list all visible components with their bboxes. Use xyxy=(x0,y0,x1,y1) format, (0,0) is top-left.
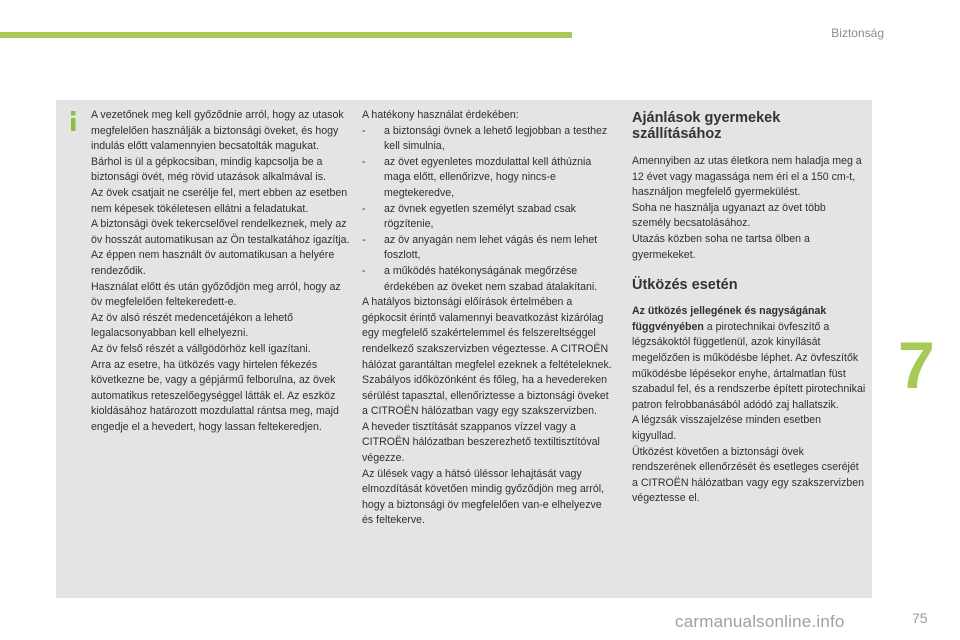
list-item xyxy=(362,124,612,155)
section-label: Biztonság xyxy=(831,26,884,40)
list-item xyxy=(362,264,612,295)
paragraph: Szabályos időközönként és főleg, ha a hevedereken sérülést tapasztal, ellenőriztesse a biztonsági öveket a CITROËN hálózatban vagy egy szakszervizben. xyxy=(362,374,609,418)
paragraph: Az öv alsó részét medencetájékon a lehető legalacsonyabban kell elhelyezni. xyxy=(91,311,293,340)
heading-child-transport: Ajánlások gyermekek szállításához xyxy=(632,110,781,142)
bullet-dash: - xyxy=(362,202,366,215)
info-icon xyxy=(64,110,82,132)
page-number: 75 xyxy=(912,610,928,626)
column-right xyxy=(632,108,866,507)
paragraph: A biztonsági övek tekercselővel rendelkeznek, mely az öv hosszát automatikusan az Ön testalkatához igazítja. Az éppen nem használt öv automatikusan a helyére rendeződik. xyxy=(91,218,350,277)
paragraph: Az ülések vagy a hátsó üléssor lehajtását vagy elmozdítását követően mindig győződjön meg arról, hogy a biztonsági öv megfelelően van-e elhelyezve és feltekerve. xyxy=(362,467,605,527)
paragraph: Arra az esetre, ha ütközés vagy hirtelen fékezés következne be, vagy a gépjármű felborulna, az övek automatikus reteszelőegységgel látták el. Az eszköz kioldásához határozott mozdulattal rántsa meg, majd engedje el a hevedert, hogy lassan feltekeredjen. xyxy=(91,358,339,433)
bullet-dash: - xyxy=(362,264,366,277)
bullet-dash: - xyxy=(362,155,366,168)
paragraph: Használat előtt és után győződjön meg arról, hogy az öv megfelelően feltekeredett-e. xyxy=(91,280,341,309)
bullet-dash: - xyxy=(362,233,366,246)
column-middle xyxy=(362,108,612,529)
list-item-text: a működés hatékonyságának megőrzése érdekében az öveket nem szabad átalakítani. xyxy=(384,264,598,293)
header-accent-bar xyxy=(0,32,572,38)
intro-text: A hatékony használat érdekében: xyxy=(362,109,519,121)
list-item xyxy=(362,233,612,264)
bold-lead: Az ütközés jellegének és nagyságának függvényében xyxy=(632,305,827,333)
heading-collision: Ütközés esetén xyxy=(632,277,738,294)
watermark: carmanualsonline.info xyxy=(675,612,845,631)
list-item-text: az övet egyenletes mozdulattal kell áthúznia maga előtt, ellenőrizve, hogy nincs-e megtekeredve, xyxy=(384,155,592,199)
paragraph: Az öv felső részét a vállgödörhöz kell igazítani. xyxy=(91,342,311,355)
list-item-text: a biztonsági övnek a lehető legjobban a testhez kell simulnia, xyxy=(384,124,608,153)
paragraph xyxy=(632,304,866,413)
chapter-number: 7 xyxy=(898,328,935,402)
column-left xyxy=(91,108,353,435)
bullet-dash: - xyxy=(362,124,366,137)
paragraph: Utazás közben soha ne tartsa ölben a gyermekeket. xyxy=(632,232,810,261)
list-item-text: az öv anyagán nem lehet vágás és nem lehet foszlott, xyxy=(384,233,598,262)
list-item xyxy=(362,202,612,233)
paragraph: Az övek csatjait ne cserélje fel, mert ebben az esetben nem képesek tökéletesen ellátni a feladatukat. xyxy=(91,186,348,215)
paragraph: Amennyiben az utas életkora nem haladja meg a 12 évet vagy magassága nem éri el a 150 cm-t, használjon megfelelő gyermekülést. xyxy=(632,155,862,199)
paragraph: A vezetőnek meg kell győződnie arról, hogy az utasok megfelelően használják a biztonsági öveket, és hogy indulás előtt valamennyien becsatolták magukat. xyxy=(91,109,344,153)
lead-rest: a pirotechnikai övfeszítő a légzsákoktól függetlenül, azok kinyílását megelőzően is működésbe léphet. Az övfeszítők működésbe lépésekor enyhe, ártalmatlan füst szabadul fel, és a rendszerbe épített pirotechnikai patron felrobbanásából adódó zaj hallatszik. xyxy=(632,320,866,411)
paragraph: A heveder tisztítását szappanos vízzel vagy a CITROËN hálózatban beszerezhető textiltisztítóval végezze. xyxy=(362,420,600,465)
paragraph: A hatályos biztonsági előírások értelmében a gépkocsit érintő valamennyi beavatkozást kizárólag egy megfelelő szakértelemmel és felszereltséggel rendelkező szakszervizben végeztesse. A CITROËN hálózat garantáltan megfelel ezeknek a feltételeknek. xyxy=(362,296,612,371)
paragraph: A légzsák visszajelzése minden esetben kigyullad. xyxy=(632,414,822,442)
paragraph: Soha ne használja ugyanazt az övet több személy becsatolásához. xyxy=(632,201,826,230)
list-item-text: az övnek egyetlen személyt szabad csak rögzítenie, xyxy=(384,202,576,231)
paragraph: Ütközést követően a biztonsági övek rendszerének ellenőrzését és esetleges cseréjét a CITROËN hálózatban vagy egy szakszervizben végeztesse el. xyxy=(632,445,864,505)
paragraph: Bárhol is ül a gépkocsiban, mindig kapcsolja be a biztonsági övét, még rövid utazások alkalmával is. xyxy=(91,155,326,184)
list-item xyxy=(362,155,612,202)
